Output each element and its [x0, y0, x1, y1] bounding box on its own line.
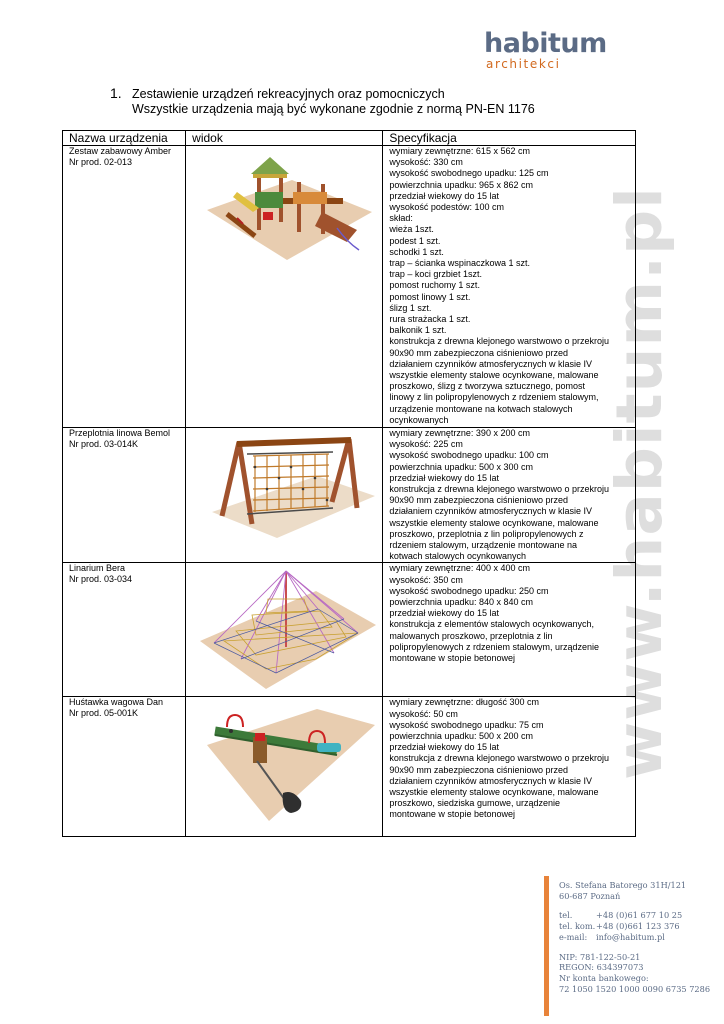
mobile-line	[559, 921, 710, 932]
header-name: Nazwa urządzenia	[63, 131, 186, 146]
equipment-view-cell	[186, 563, 383, 697]
spec-line: przedział wiekowy do 15 lat	[389, 472, 499, 483]
footer-accent-bar	[544, 876, 549, 1016]
equipment-name-cell	[63, 146, 186, 428]
equipment-name-cell	[63, 428, 186, 563]
spec-line: 90x90 mm zabezpieczona ciśnieniowo przed	[389, 347, 569, 358]
spec-line: proszkowo, przeplotnia z lin polipropylenowych z	[389, 528, 584, 539]
habitum-logo	[484, 30, 624, 70]
spec-line: przedział wiekowy do 15 lat	[389, 608, 499, 619]
email-value: info@habitum.pl	[596, 931, 665, 942]
logo-subtitle: architekci	[486, 57, 561, 71]
equipment-view-cell	[186, 428, 383, 563]
equipment-code: Nr prod. 05-001K	[69, 708, 139, 719]
spec-line: 90x90 mm zabezpieczona ciśnieniowo przed	[389, 495, 569, 506]
regon-number: REGON: 634397073	[559, 962, 644, 973]
spec-line: wszystkie elementy stalowe ocynkowane, malowane	[389, 787, 599, 798]
section-heading	[110, 86, 535, 117]
spec-line: ocynkowanych	[389, 414, 449, 425]
spec-line: wieża 1szt.	[389, 224, 434, 235]
header-specification: Specyfikacja	[383, 131, 636, 146]
spec-line: wysokość: 50 cm	[389, 708, 458, 719]
equipment-code: Nr prod. 03-014K	[69, 439, 139, 449]
spec-line: wysokość swobodnego upadku: 250 cm	[389, 585, 549, 596]
logo-brand: habitum	[484, 28, 607, 59]
spec-line: polipropylenowych z rdzeniem stalowym, urządzenie	[389, 641, 600, 652]
spec-line: pomost ruchomy 1 szt.	[389, 280, 480, 291]
spec-line: konstrukcja z drewna klejonego warstwowo o przekroju	[389, 336, 610, 347]
rope-climber-image	[197, 434, 377, 544]
spec-line: proszkowo, siedziska gumowe, urządzenie	[389, 798, 560, 809]
rope-pyramid-image	[196, 569, 378, 689]
spec-line: wymiary zewnętrzne: 615 x 562 cm	[389, 146, 530, 156]
heading-line-2: Wszystkie urządzenia mają być wykonane zgodnie z normą PN-EN 1176	[132, 102, 535, 116]
footer-text	[559, 880, 710, 994]
heading-number: 1.	[110, 85, 122, 101]
table-row	[63, 428, 636, 563]
address-city: 60-687 Poznań	[559, 890, 621, 901]
spec-line: działaniem czynników atmosferycznych w klasie IV	[389, 506, 592, 517]
spec-line: trap – koci grzbiet 1szt.	[389, 269, 482, 280]
spec-line: skład:	[389, 213, 413, 224]
email-label: e-mail:	[559, 931, 588, 942]
spec-line: konstrukcja z drewna klejonego warstwowo o przekroju	[389, 753, 610, 764]
spec-line: wszystkie elementy stalowe ocynkowane, malowane	[389, 517, 599, 528]
equipment-view-cell	[186, 146, 383, 428]
spec-line: montowane w stopie betonowej	[389, 653, 515, 664]
phone-line	[559, 910, 710, 921]
nip-number: NIP: 781-122-50-21	[559, 951, 641, 962]
spec-line: wysokość swobodnego upadku: 125 cm	[389, 168, 549, 179]
spec-line: wysokość swobodnego upadku: 100 cm	[389, 450, 549, 461]
heading-line-1: Zestawienie urządzeń rekreacyjnych oraz pomocniczych	[132, 87, 445, 101]
spec-line: powierzchnia upadku: 965 x 862 cm	[389, 179, 533, 190]
spec-line: schodki 1 szt.	[389, 246, 444, 257]
phone-value: +48 (0)61 677 10 25	[596, 910, 683, 921]
equipment-view-cell	[186, 697, 383, 837]
spec-line: proszkowo, ślizg z tworzywa sztucznego, pomost	[389, 381, 585, 392]
equipment-name: Zestaw zabawowy Amber	[69, 146, 172, 156]
equipment-table	[62, 130, 636, 837]
spec-line: wysokość swobodnego upadku: 75 cm	[389, 719, 544, 730]
website-watermark: www.habitum.pl	[603, 186, 676, 780]
equipment-specs-cell	[383, 563, 636, 697]
spec-line: podest 1 szt.	[389, 235, 441, 246]
equipment-name-cell	[63, 697, 186, 837]
spec-line: działaniem czynników atmosferycznych w klasie IV	[389, 775, 592, 786]
table-header-row	[63, 131, 636, 146]
spec-line: powierzchnia upadku: 500 x 200 cm	[389, 731, 533, 742]
spec-line: wysokość: 330 cm	[389, 157, 463, 168]
equipment-code: Nr prod. 02-013	[69, 157, 133, 167]
spec-line: pomost linowy 1 szt.	[389, 291, 471, 302]
bank-label: Nr konta bankowego:	[559, 972, 649, 983]
table-row	[63, 563, 636, 697]
spec-line: konstrukcja z elementów stalowych ocynkowanych,	[389, 619, 594, 630]
spec-line: kotwach stalowych ocynkowanych	[389, 551, 526, 562]
equipment-name: Linarium Bera	[69, 563, 126, 574]
spec-line: wysokość: 350 cm	[389, 574, 463, 585]
equipment-specs-cell	[383, 428, 636, 563]
spec-line: wysokość podestów: 100 cm	[389, 202, 504, 213]
spec-line: wymiary zewnętrzne: długość 300 cm	[389, 697, 539, 708]
company-footer	[544, 876, 724, 1016]
address-street: Os. Stefana Batorego 31H/121	[559, 880, 687, 890]
mobile-label: tel. kom.	[559, 921, 596, 932]
equipment-specs-cell	[383, 697, 636, 837]
spec-line: powierzchnia upadku: 840 x 840 cm	[389, 597, 533, 608]
spec-line: ślizg 1 szt.	[389, 302, 432, 313]
equipment-name: Przeplotnia linowa Bemol	[69, 428, 171, 438]
header-view: widok	[186, 131, 383, 146]
spec-line: 90x90 mm zabezpieczona ciśnieniowo przed	[389, 764, 569, 775]
spec-line: przedział wiekowy do 15 lat	[389, 742, 499, 753]
spec-line: rdzeniem stalowym, urządzenie montowane na	[389, 540, 577, 551]
spec-line: trap – ścianka wspinaczkowa 1 szt.	[389, 258, 530, 269]
spec-line: urządzenie montowane na kotwach stalowych	[389, 403, 573, 414]
playground-set-image	[197, 152, 377, 272]
email-line	[559, 932, 710, 943]
equipment-name: Huśtawka wagowa Dan	[69, 697, 164, 708]
spec-line: powierzchnia upadku: 500 x 300 cm	[389, 461, 533, 472]
bank-account: 72 1050 1520 1000 0090 6735 7286	[559, 983, 711, 994]
spec-line: działaniem czynników atmosferycznych w klasie IV	[389, 358, 592, 369]
spec-line: wszystkie elementy stalowe ocynkowane, malowane	[389, 370, 599, 381]
spec-line: wymiary zewnętrzne: 390 x 200 cm	[389, 428, 530, 438]
equipment-specs-cell	[383, 146, 636, 428]
phone-label: tel.	[559, 910, 573, 921]
spec-line: przedział wiekowy do 15 lat	[389, 190, 499, 201]
equipment-code: Nr prod. 03-034	[69, 574, 133, 585]
table-row	[63, 697, 636, 837]
mobile-value: +48 (0)661 123 376	[596, 921, 680, 932]
spec-line: wymiary zewnętrzne: 400 x 400 cm	[389, 563, 530, 574]
spec-line: rura strażacka 1 szt.	[389, 314, 471, 325]
spec-line: balkonik 1 szt.	[389, 325, 447, 336]
seesaw-image	[197, 703, 377, 823]
spec-line: wysokość: 225 cm	[389, 439, 463, 450]
spec-line: konstrukcja z drewna klejonego warstwowo o przekroju	[389, 484, 610, 495]
spec-line: malowanych proszkowo, przeplotnia z lin	[389, 630, 553, 641]
spec-line: montowane w stopie betonowej	[389, 809, 515, 820]
spec-line: linowy z lin polipropylenowych z rdzeniem stalowym,	[389, 392, 599, 403]
table-row	[63, 146, 636, 428]
equipment-name-cell	[63, 563, 186, 697]
